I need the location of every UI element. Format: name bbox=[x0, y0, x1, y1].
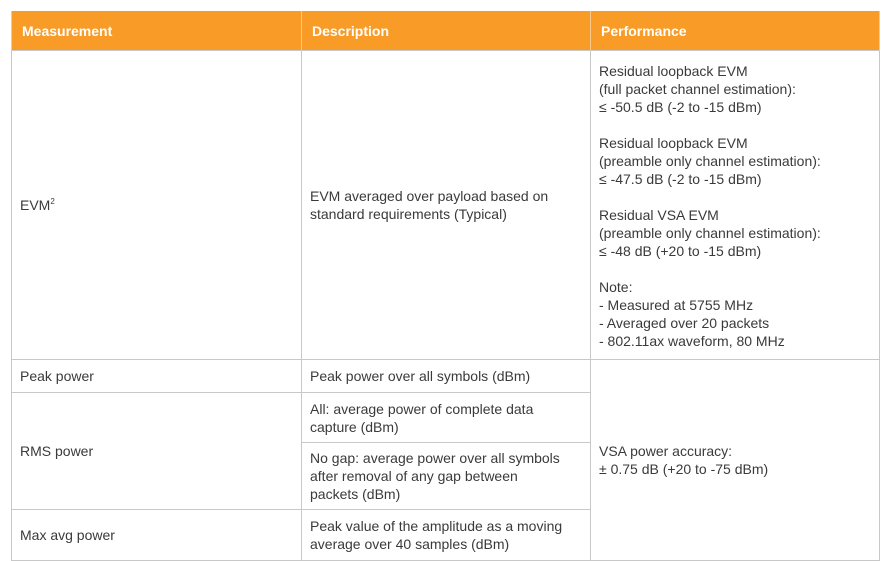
evm-perf-line: ≤ -47.5 dB (-2 to -15 dBm) bbox=[599, 171, 762, 187]
evm-perf-line: ≤ -48 dB (+20 to -15 dBm) bbox=[599, 243, 762, 259]
evm-perf-line: (preamble only channel estimation): bbox=[599, 225, 821, 241]
specification-table bbox=[11, 11, 880, 561]
header-measurement: Measurement bbox=[12, 11, 302, 51]
cell-max-measurement: Max avg power bbox=[12, 510, 302, 561]
cell-evm-performance bbox=[591, 51, 880, 360]
evm-perf-line: Residual VSA EVM bbox=[599, 207, 719, 223]
header-performance: Performance bbox=[591, 11, 880, 51]
cell-rms-description-all bbox=[302, 393, 591, 443]
table-row-evm bbox=[12, 51, 880, 360]
rms-nogap-line: packets (dBm) bbox=[310, 486, 401, 502]
evm-note-line: - Measured at 5755 MHz bbox=[599, 297, 754, 313]
evm-perf-line: (preamble only channel estimation): bbox=[599, 153, 821, 169]
evm-label: EVM bbox=[20, 197, 51, 213]
cell-rms-description-nogap bbox=[302, 443, 591, 510]
cell-power-performance bbox=[591, 360, 880, 561]
evm-description-line: EVM averaged over payload based on bbox=[310, 188, 549, 204]
cell-evm-measurement bbox=[12, 51, 302, 360]
cell-evm-description bbox=[302, 51, 591, 360]
evm-description-line: standard requirements (Typical) bbox=[310, 206, 507, 222]
evm-footnote: 2 bbox=[50, 197, 55, 206]
rms-nogap-line: after removal of any gap between bbox=[310, 468, 518, 484]
evm-perf-line: Residual loopback EVM bbox=[599, 135, 748, 151]
max-description-line: Peak value of the amplitude as a moving bbox=[310, 518, 563, 534]
rms-all-line: capture (dBm) bbox=[310, 418, 399, 435]
evm-note-line: Note: bbox=[599, 279, 633, 295]
cell-rms-measurement: RMS power bbox=[12, 393, 302, 510]
evm-perf-line: ≤ -50.5 dB (-2 to -15 dBm) bbox=[599, 99, 762, 115]
max-description-line: average over 40 samples (dBm) bbox=[310, 536, 510, 552]
cell-max-description bbox=[302, 510, 591, 561]
evm-note-line: - Averaged over 20 packets bbox=[599, 315, 770, 331]
cell-peak-measurement: Peak power bbox=[12, 360, 302, 393]
evm-perf-line: Residual loopback EVM bbox=[599, 63, 748, 79]
header-description: Description bbox=[302, 11, 591, 51]
table-row-peak-power bbox=[12, 360, 880, 393]
power-perf-line: VSA power accuracy: bbox=[599, 443, 733, 459]
cell-peak-description: Peak power over all symbols (dBm) bbox=[302, 360, 591, 393]
rms-all-line: All: average power of complete data bbox=[310, 400, 534, 417]
power-perf-line: ± 0.75 dB (+20 to -75 dBm) bbox=[599, 461, 769, 477]
rms-nogap-line: No gap: average power over all symbols bbox=[310, 450, 560, 466]
evm-note-line: - 802.11ax waveform, 80 MHz bbox=[599, 333, 785, 349]
header-row bbox=[12, 11, 880, 51]
evm-perf-line: (full packet channel estimation): bbox=[599, 81, 796, 97]
